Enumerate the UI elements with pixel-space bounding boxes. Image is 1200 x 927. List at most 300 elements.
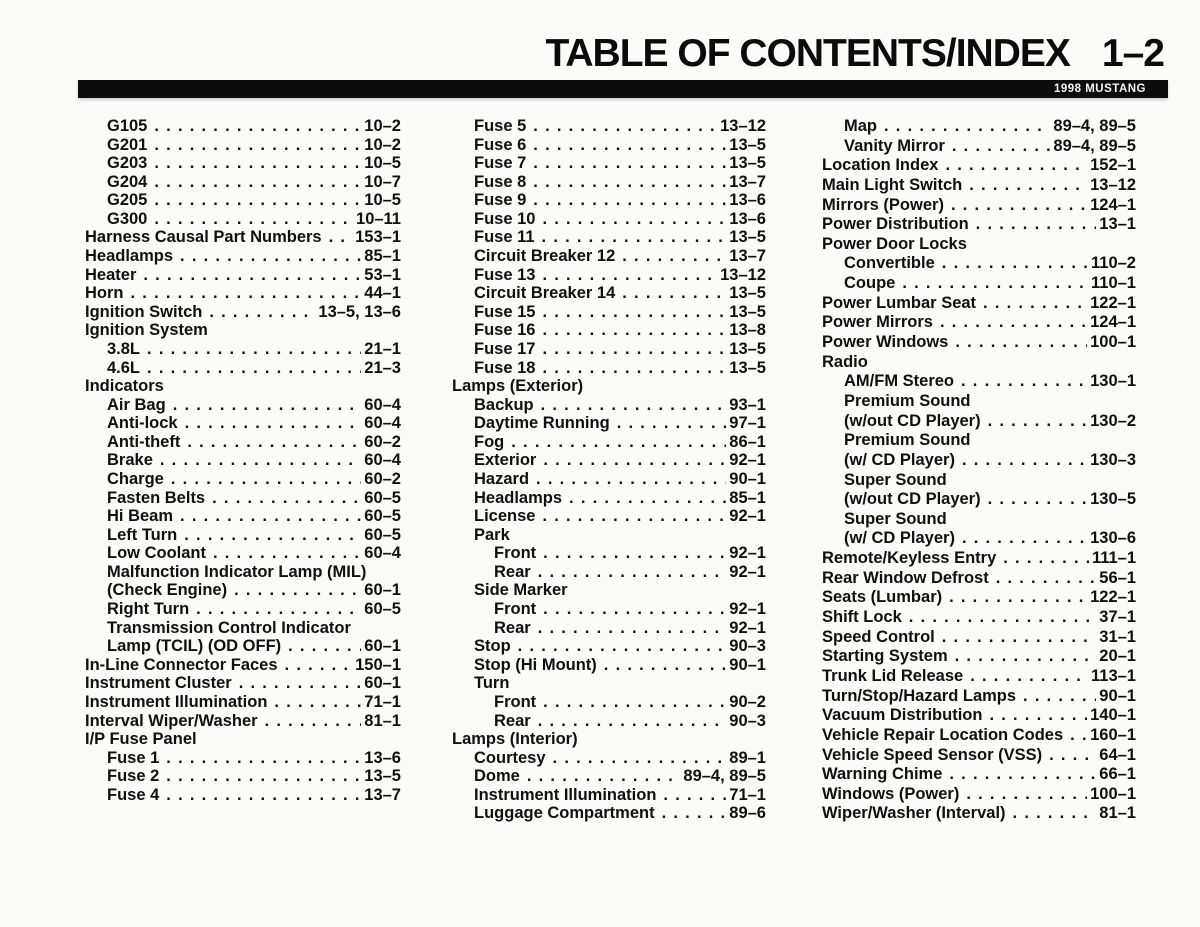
dot-leader	[154, 154, 361, 173]
index-entry	[85, 526, 401, 545]
index-entry	[822, 372, 1136, 392]
index-entry	[85, 414, 401, 433]
entry-page-number: 60–5	[364, 488, 401, 507]
page-number: 1–2	[1101, 32, 1164, 75]
index-entry	[85, 303, 401, 322]
entry-page-number: 130–2	[1090, 411, 1136, 430]
entry-page-number: 60–1	[364, 674, 401, 693]
dot-leader	[511, 433, 726, 452]
index-entry	[822, 156, 1136, 176]
entry-label: Right Turn	[107, 600, 190, 619]
index-entry	[85, 284, 401, 303]
dot-leader	[166, 749, 361, 768]
entry-label: Power Distribution	[822, 215, 969, 234]
dot-leader	[543, 600, 726, 619]
index-entry	[822, 235, 1136, 255]
dot-leader	[1013, 804, 1097, 824]
dot-leader	[285, 656, 353, 675]
entry-label: Rear	[494, 562, 531, 581]
entry-label: Fuse 8	[474, 172, 527, 191]
index-entry	[85, 674, 401, 693]
entry-page-number: 90–3	[729, 637, 766, 656]
entry-label: G105	[107, 117, 148, 135]
entry-label: G204	[107, 172, 148, 191]
dot-leader	[209, 303, 315, 322]
dot-leader	[173, 396, 362, 415]
entry-label: Headlamps	[85, 247, 174, 266]
entry-label: G300	[107, 209, 148, 228]
entry-page-number: 90–1	[729, 655, 766, 674]
dot-leader	[518, 637, 727, 656]
entry-label: License	[474, 507, 536, 526]
dot-leader	[154, 191, 361, 210]
index-entry	[452, 377, 766, 396]
dot-leader	[187, 433, 361, 452]
entry-page-number: 90–1	[729, 469, 766, 488]
entry-label: Fuse 7	[474, 154, 527, 173]
entry-page-number: 64–1	[1099, 745, 1136, 764]
entry-label: G205	[107, 191, 148, 210]
dot-leader	[942, 628, 1097, 648]
entry-label: Lamps (Interior)	[452, 730, 578, 749]
index-entry	[822, 804, 1136, 824]
entry-label: Fuse 2	[107, 767, 160, 786]
entry-label: Dome	[474, 767, 520, 786]
entry-label: (w/ CD Player)	[844, 450, 955, 469]
dot-leader	[604, 656, 726, 675]
entry-page-number: 10–5	[364, 154, 401, 173]
index-entry	[822, 313, 1136, 333]
dot-leader	[949, 588, 1087, 608]
index-entry	[452, 674, 766, 693]
index-entry	[452, 340, 766, 359]
index-entry	[822, 647, 1136, 667]
entry-label: Premium Sound	[844, 391, 971, 410]
entry-label: Front	[494, 544, 537, 563]
entry-page-number: 100–1	[1090, 784, 1136, 803]
entry-page-number: 60–5	[364, 525, 401, 544]
entry-label: Rear	[494, 711, 531, 730]
index-entry	[452, 136, 766, 155]
index-entry	[452, 470, 766, 489]
index-entry	[85, 377, 401, 396]
entry-label: Super Sound	[844, 509, 947, 528]
index-entry	[85, 191, 401, 210]
index-entry	[85, 656, 401, 675]
dot-leader	[622, 284, 726, 303]
dot-leader	[1070, 726, 1087, 746]
entry-label: Instrument Illumination	[85, 692, 268, 711]
index-column-3	[822, 117, 1136, 824]
entry-label: Fuse 5	[474, 117, 527, 135]
dot-leader	[533, 173, 726, 192]
entry-label: 4.6L	[107, 358, 141, 377]
dot-leader	[945, 156, 1087, 176]
entry-label: Fuse 13	[474, 265, 536, 284]
entry-page-number: 85–1	[364, 247, 401, 266]
entry-label: Front	[494, 692, 537, 711]
entry-label: Stop (Hi Mount)	[474, 655, 597, 674]
page-title: TABLE OF CONTENTS/INDEX	[545, 32, 1070, 75]
header	[545, 31, 1164, 77]
entry-page-number: 13–1	[1099, 215, 1136, 234]
entry-label: Anti-theft	[107, 432, 181, 451]
entry-page-number: 13–7	[364, 785, 401, 804]
dot-leader	[185, 414, 362, 433]
entry-label: Coupe	[844, 274, 896, 293]
entry-label: Vanity Mirror	[844, 136, 945, 155]
dot-leader	[541, 396, 727, 415]
entry-page-number: 92–1	[729, 600, 766, 619]
dot-leader	[166, 767, 361, 786]
index-entry	[452, 117, 766, 136]
entry-label: Rear Window Defrost	[822, 568, 989, 587]
entry-page-number: 13–7	[729, 172, 766, 191]
entry-label: Left Turn	[107, 525, 178, 544]
entry-page-number: 124–1	[1090, 313, 1136, 332]
entry-label: Power Mirrors	[822, 313, 933, 332]
entry-label: Transmission Control Indicator	[107, 618, 351, 637]
entry-label: Malfunction Indicator Lamp (MIL)	[107, 562, 367, 581]
entry-page-number: 92–1	[729, 618, 766, 637]
dot-leader	[663, 786, 726, 805]
dot-leader	[940, 313, 1087, 333]
entry-label: G201	[107, 135, 148, 154]
entry-page-number: 111–1	[1091, 549, 1136, 568]
dot-leader	[542, 321, 726, 340]
entry-label: Headlamps	[474, 488, 563, 507]
entry-page-number: 113–1	[1091, 666, 1136, 685]
index-entry	[85, 619, 401, 638]
index-entry	[822, 215, 1136, 235]
index-entry	[822, 412, 1136, 432]
index-entry	[452, 712, 766, 731]
index-entry	[452, 767, 766, 786]
entry-page-number: 153–1	[355, 228, 401, 247]
entry-page-number: 160–1	[1090, 725, 1136, 744]
index-entry	[452, 693, 766, 712]
entry-label: Front	[494, 600, 537, 619]
entry-page-number: 31–1	[1099, 627, 1136, 646]
dot-leader	[542, 228, 727, 247]
index-entry	[452, 303, 766, 322]
dot-leader	[962, 451, 1087, 471]
entry-page-number: 90–1	[1099, 686, 1136, 705]
index-entry	[822, 137, 1136, 157]
entry-page-number: 13–5	[729, 358, 766, 377]
index-entry	[452, 173, 766, 192]
entry-page-number: 89–4, 89–5	[683, 767, 766, 786]
index-entry	[822, 333, 1136, 353]
dot-leader	[538, 712, 727, 731]
dot-leader	[180, 507, 361, 526]
brand-label: 1998 MUSTANG	[1053, 83, 1146, 95]
entry-label: Side Marker	[474, 581, 568, 600]
entry-page-number: 71–1	[729, 785, 766, 804]
dot-leader	[288, 637, 361, 656]
index-entry	[85, 507, 401, 526]
dot-leader	[542, 210, 726, 229]
dot-leader	[213, 544, 361, 563]
index-entry	[452, 600, 766, 619]
entry-page-number: 60–4	[364, 414, 401, 433]
entry-page-number: 44–1	[364, 284, 401, 303]
entry-page-number: 89–6	[729, 804, 766, 823]
entry-label: (w/out CD Player)	[844, 411, 981, 430]
dot-leader	[617, 414, 727, 433]
dot-leader	[329, 228, 353, 247]
entry-label: Super Sound	[844, 470, 947, 489]
entry-page-number: 66–1	[1099, 765, 1136, 784]
dot-leader	[196, 600, 361, 619]
index-entry	[822, 510, 1136, 530]
dot-leader	[533, 154, 726, 173]
index-entry	[452, 191, 766, 210]
entry-page-number: 92–1	[729, 562, 766, 581]
index-entry	[452, 396, 766, 415]
entry-label: Turn	[474, 674, 510, 693]
index-entry	[822, 176, 1136, 196]
index-entry	[85, 581, 401, 600]
entry-label: Charge	[107, 469, 164, 488]
entry-page-number: 13–6	[364, 748, 401, 767]
dot-leader	[154, 173, 361, 192]
entry-label: Main Light Switch	[822, 175, 963, 194]
entry-label: Convertible	[844, 254, 935, 273]
index-entry	[85, 210, 401, 229]
entry-label: Fuse 17	[474, 339, 536, 358]
entry-page-number: 53–1	[364, 265, 401, 284]
dot-leader	[543, 544, 726, 563]
dot-leader	[147, 340, 361, 359]
entry-label: Wiper/Washer (Interval)	[822, 804, 1006, 823]
dot-leader	[902, 274, 1088, 294]
dot-leader	[527, 767, 681, 786]
entry-page-number: 110–2	[1091, 254, 1136, 273]
index-entry	[822, 785, 1136, 805]
dot-leader	[1023, 687, 1096, 707]
dot-leader	[989, 706, 1087, 726]
index-entry	[85, 544, 401, 563]
index-entry	[85, 247, 401, 266]
index-entry	[452, 563, 766, 582]
index-entry	[85, 749, 401, 768]
entry-label: Fuse 15	[474, 302, 536, 321]
entry-label: Fuse 18	[474, 358, 536, 377]
entry-page-number: 10–5	[364, 191, 401, 210]
entry-label: Indicators	[85, 377, 164, 396]
dot-leader	[970, 667, 1088, 687]
index-entry	[452, 433, 766, 452]
entry-page-number: 93–1	[729, 395, 766, 414]
entry-label: Fuse 6	[474, 135, 527, 154]
entry-label: Trunk Lid Release	[822, 666, 964, 685]
index-entry	[85, 321, 401, 340]
dot-leader	[143, 266, 361, 285]
index-column-2	[452, 117, 766, 823]
entry-page-number: 13–5	[729, 284, 766, 303]
index-entry	[85, 359, 401, 378]
entry-label: Brake	[107, 451, 153, 470]
dot-leader	[949, 765, 1096, 785]
entry-label: G203	[107, 154, 148, 173]
entry-label: Low Coolant	[107, 544, 206, 563]
dot-leader	[553, 749, 727, 768]
entry-label: Turn/Stop/Hazard Lamps	[822, 686, 1017, 705]
index-entry	[85, 470, 401, 489]
entry-label: Interval Wiper/Washer	[85, 711, 258, 730]
dot-leader	[909, 608, 1097, 628]
entry-page-number: 10–2	[364, 135, 401, 154]
index-entry	[452, 247, 766, 266]
entry-label: Anti-lock	[107, 414, 178, 433]
entry-page-number: 10–7	[364, 172, 401, 191]
dot-leader	[239, 674, 362, 693]
entry-label: Instrument Cluster	[85, 674, 232, 693]
entry-page-number: 124–1	[1090, 195, 1136, 214]
dot-leader	[154, 136, 361, 155]
entry-page-number: 13–5	[729, 302, 766, 321]
entry-label: Circuit Breaker 12	[474, 247, 616, 266]
entry-page-number: 10–2	[364, 117, 401, 135]
index-entry	[822, 196, 1136, 216]
dot-leader	[942, 254, 1088, 274]
entry-page-number: 89–1	[729, 748, 766, 767]
entry-page-number: 13–5	[729, 228, 766, 247]
dot-leader	[988, 490, 1088, 510]
index-entry	[452, 266, 766, 285]
entry-label: Park	[474, 525, 510, 544]
entry-page-number: 13–5	[729, 339, 766, 358]
entry-page-number: 152–1	[1090, 156, 1136, 175]
entry-page-number: 92–1	[729, 507, 766, 526]
index-entry	[85, 600, 401, 619]
entry-page-number: 56–1	[1099, 568, 1136, 587]
entry-label: Power Windows	[822, 333, 949, 352]
dot-leader	[160, 451, 361, 470]
entry-page-number: 13–12	[720, 117, 766, 135]
dot-leader	[543, 693, 726, 712]
index-entry	[822, 569, 1136, 589]
index-entry	[822, 726, 1136, 746]
index-entry	[452, 414, 766, 433]
index-entry	[85, 693, 401, 712]
entry-page-number: 10–11	[356, 209, 401, 228]
dot-leader	[180, 247, 361, 266]
dot-leader	[955, 333, 1087, 353]
entry-page-number: 13–5	[364, 767, 401, 786]
dot-leader	[533, 136, 726, 155]
index-entry	[822, 294, 1136, 314]
entry-label: Stop	[474, 637, 511, 656]
dot-leader	[274, 693, 361, 712]
entry-label: Shift Lock	[822, 608, 902, 627]
index-entry	[452, 581, 766, 600]
dot-leader	[961, 372, 1087, 392]
entry-label: Fuse 16	[474, 321, 536, 340]
entry-page-number: 13–12	[1090, 175, 1136, 194]
entry-page-number: 60–1	[364, 637, 401, 656]
index-entry	[85, 563, 401, 582]
entry-page-number: 81–1	[1099, 804, 1136, 823]
index-entry	[452, 544, 766, 563]
entry-label: Fuse 4	[107, 785, 160, 804]
index-entry	[822, 451, 1136, 471]
entry-page-number: 130–1	[1090, 372, 1136, 391]
entry-label: Vehicle Repair Location Codes	[822, 725, 1064, 744]
index-entry	[452, 656, 766, 675]
index-entry	[822, 117, 1136, 137]
index-entry	[822, 254, 1136, 274]
entry-label: Fuse 11	[474, 228, 535, 247]
entry-page-number: 86–1	[729, 432, 766, 451]
entry-page-number: 37–1	[1099, 608, 1136, 627]
dot-leader	[569, 489, 726, 508]
entry-label: Rear	[494, 618, 531, 637]
entry-label: Hi Beam	[107, 507, 174, 526]
entry-label: Power Lumbar Seat	[822, 293, 977, 312]
index-entry	[85, 396, 401, 415]
entry-label: Windows (Power)	[822, 784, 960, 803]
index-entry	[452, 451, 766, 470]
entry-label: (Check Engine)	[107, 581, 228, 600]
entry-label: Ignition System	[85, 321, 208, 340]
index-entry	[85, 489, 401, 508]
index-entry	[85, 340, 401, 359]
entry-label: Air Bag	[107, 395, 166, 414]
entry-label: Luggage Compartment	[474, 804, 655, 823]
dot-leader	[622, 247, 726, 266]
entry-page-number: 140–1	[1090, 706, 1136, 725]
entry-label: 3.8L	[107, 339, 141, 358]
index-entry	[452, 526, 766, 545]
dot-leader	[542, 359, 726, 378]
entry-label: I/P Fuse Panel	[85, 730, 197, 749]
entry-label: Location Index	[822, 156, 939, 175]
index-entry	[85, 637, 401, 656]
dot-leader	[969, 176, 1087, 196]
index-entry	[822, 765, 1136, 785]
entry-label: Fuse 10	[474, 209, 536, 228]
entry-page-number: 92–1	[729, 544, 766, 563]
entry-page-number: 122–1	[1090, 293, 1136, 312]
entry-label: Fasten Belts	[107, 488, 206, 507]
index-entry	[452, 284, 766, 303]
dot-leader	[184, 526, 361, 545]
index-entry	[822, 471, 1136, 491]
entry-label: (w/out CD Player)	[844, 490, 981, 509]
index-entry	[85, 173, 401, 192]
index-entry	[85, 433, 401, 452]
entry-page-number: 13–7	[729, 247, 766, 266]
index-entry	[452, 730, 766, 749]
entry-label: AM/FM Stereo	[844, 372, 955, 391]
entry-label: Instrument Illumination	[474, 785, 657, 804]
entry-label: Premium Sound	[844, 431, 971, 450]
entry-page-number: 60–5	[364, 507, 401, 526]
entry-label: Remote/Keyless Entry	[822, 549, 997, 568]
dot-leader	[265, 712, 362, 731]
index-entry	[452, 619, 766, 638]
entry-label: In-Line Connector Faces	[85, 655, 278, 674]
index-entry	[452, 786, 766, 805]
index-entry	[452, 154, 766, 173]
index-entry	[85, 712, 401, 731]
index-entry	[452, 804, 766, 823]
index-entry	[452, 228, 766, 247]
entry-label: Fuse 1	[107, 748, 160, 767]
entry-page-number: 13–8	[729, 321, 766, 340]
